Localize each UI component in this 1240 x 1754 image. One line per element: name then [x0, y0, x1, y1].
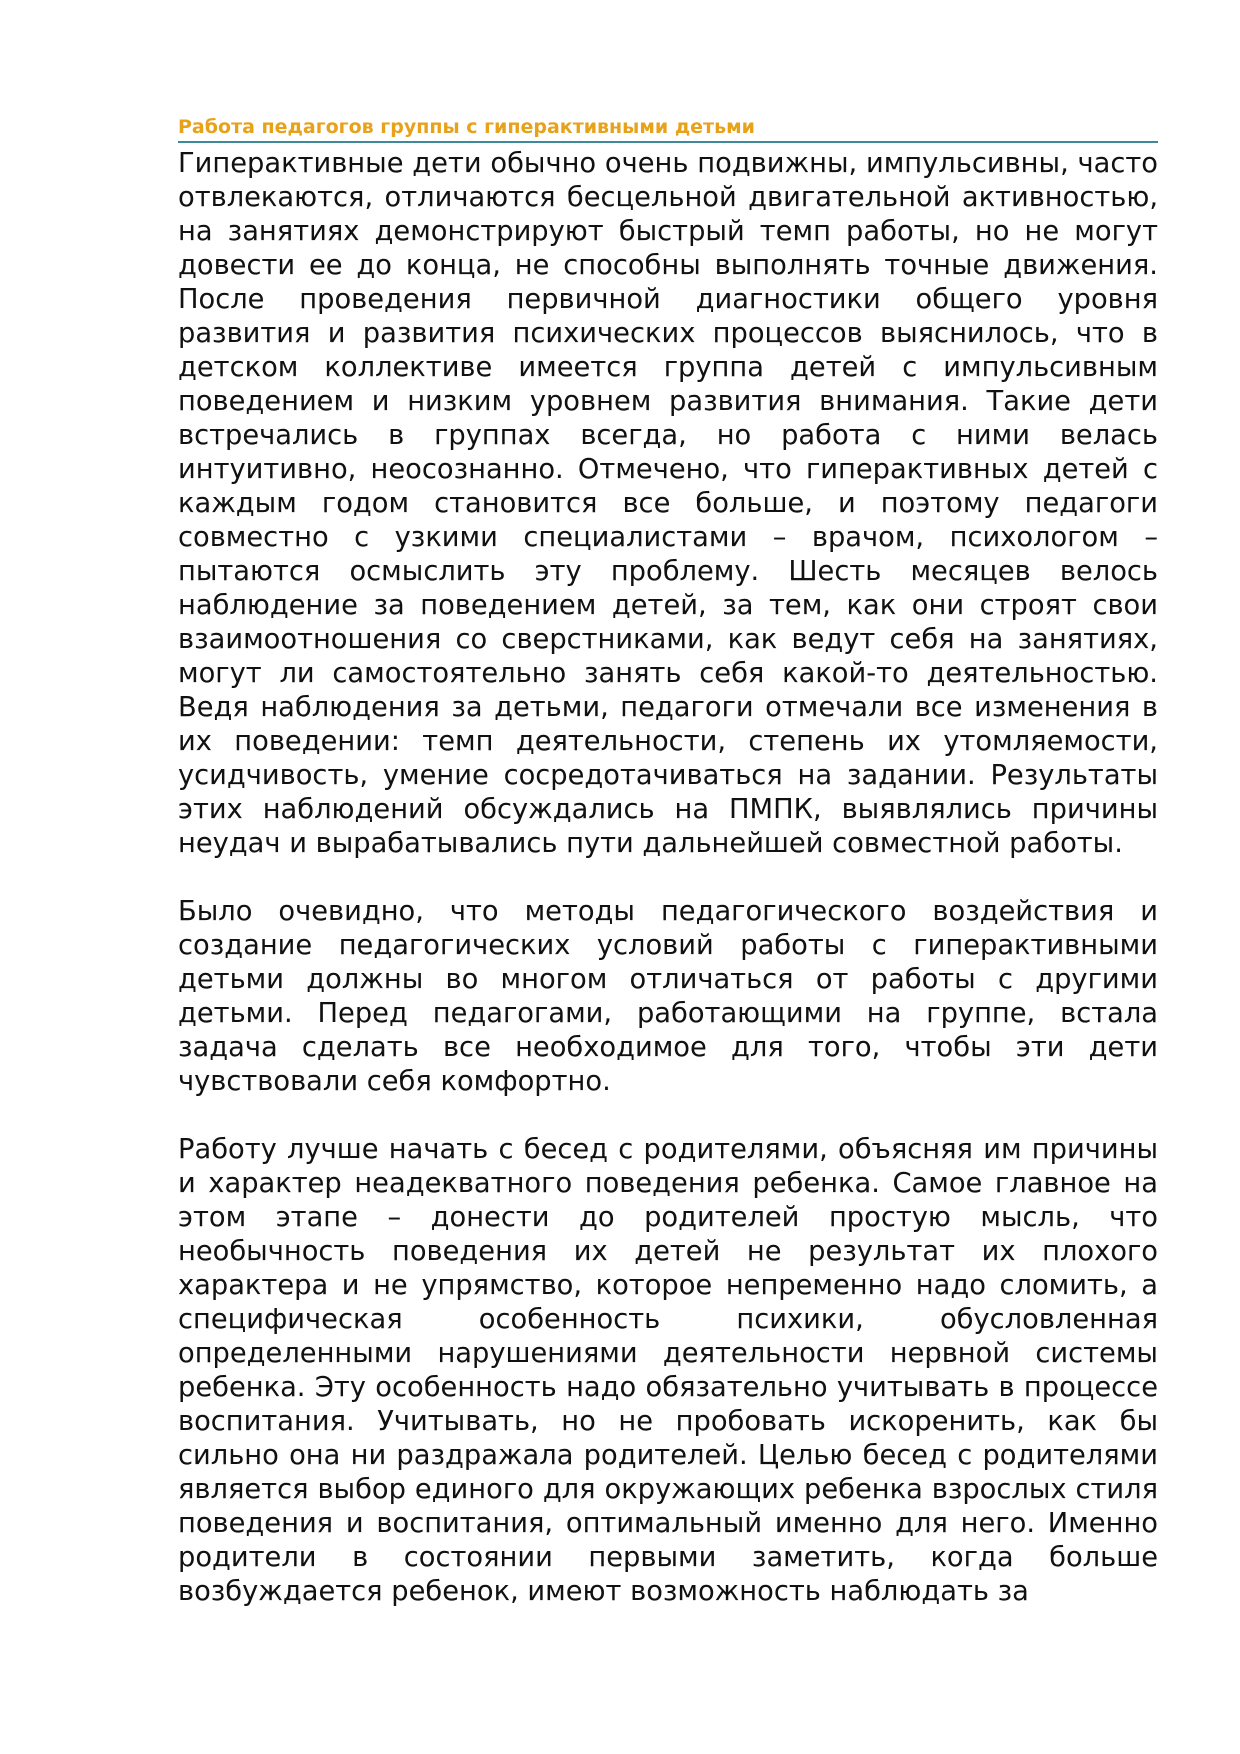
paragraph-1: Гиперактивные дети обычно очень подвижны, импульсивны, часто отвлекаются, отличаются бесцельной двигательной активностью, на занятиях демонстрируют быстрый темп работы, но не могут довести ее до конца, не способны выполнять точные движения. После проведения первичной диагностики общего уровня развития и развития психических процессов выяснилось, что в детском коллективе имеется группа детей с импульсивным поведением и низким уровнем развития внимания. Такие дети встречались в группах всегда, но работа с ними велась интуитивно, неосознанно. Отмечено, что гиперактивных детей с каждым годом становится все больше, и поэтому педагоги совместно с узкими специалистами – врачом, психологом – пытаются осмыслить эту проблему. Шесть месяцев велось наблюдение за поведением детей, за тем, как они строят свои взаимоотношения со сверстниками, как ведут себя на занятиях, могут ли самостоятельно занять себя какой-то деятельностью. Ведя наблюдения за детьми, педагоги отмечали все изменения в их поведении: темп деятельности, степень их утомляемости, усидчивость, умение сосредотачиваться на задании. Результаты этих наблюдений обсуждались на ПМПК, выявлялись причины неудач и вырабатывались пути дальнейшей совместной работы.: [178, 148, 1158, 859]
paragraph-2: Было очевидно, что методы педагогического воздействия и создание педагогических условий работы с гиперактивными детьми должны во многом отличаться от работы с другими детьми. Перед педагогами, работающими на группе, встала задача сделать все необходимое для того, чтобы эти дети чувствовали себя комфортно.: [178, 896, 1158, 1097]
document-page: [178, 115, 1158, 1609]
paragraph-3: Работу лучше начать с бесед с родителями, объясняя им причины и характер неадекватного поведения ребенка. Самое главное на этом этапе – донести до родителей простую мысль, что необычность поведения их детей не результат их плохого характера и не упрямство, которое непременно надо сломить, а специфическая особенность психики, обусловленная определенными нарушениями деятельности нервной системы ребенка. Эту особенность надо обязательно учитывать в процессе воспитания. Учитывать, но не пробовать искоренить, как бы сильно она ни раздражала родителей. Целью бесед с родителями является выбор единого для окружающих ребенка взрослых стиля поведения и воспитания, оптимальный именно для него. Именно родители в состоянии первыми заметить, когда больше возбуждается ребенок, имеют возможность наблюдать за: [178, 1134, 1158, 1607]
section-title: Работа педагогов группы с гиперактивными детьми: [178, 115, 1158, 143]
